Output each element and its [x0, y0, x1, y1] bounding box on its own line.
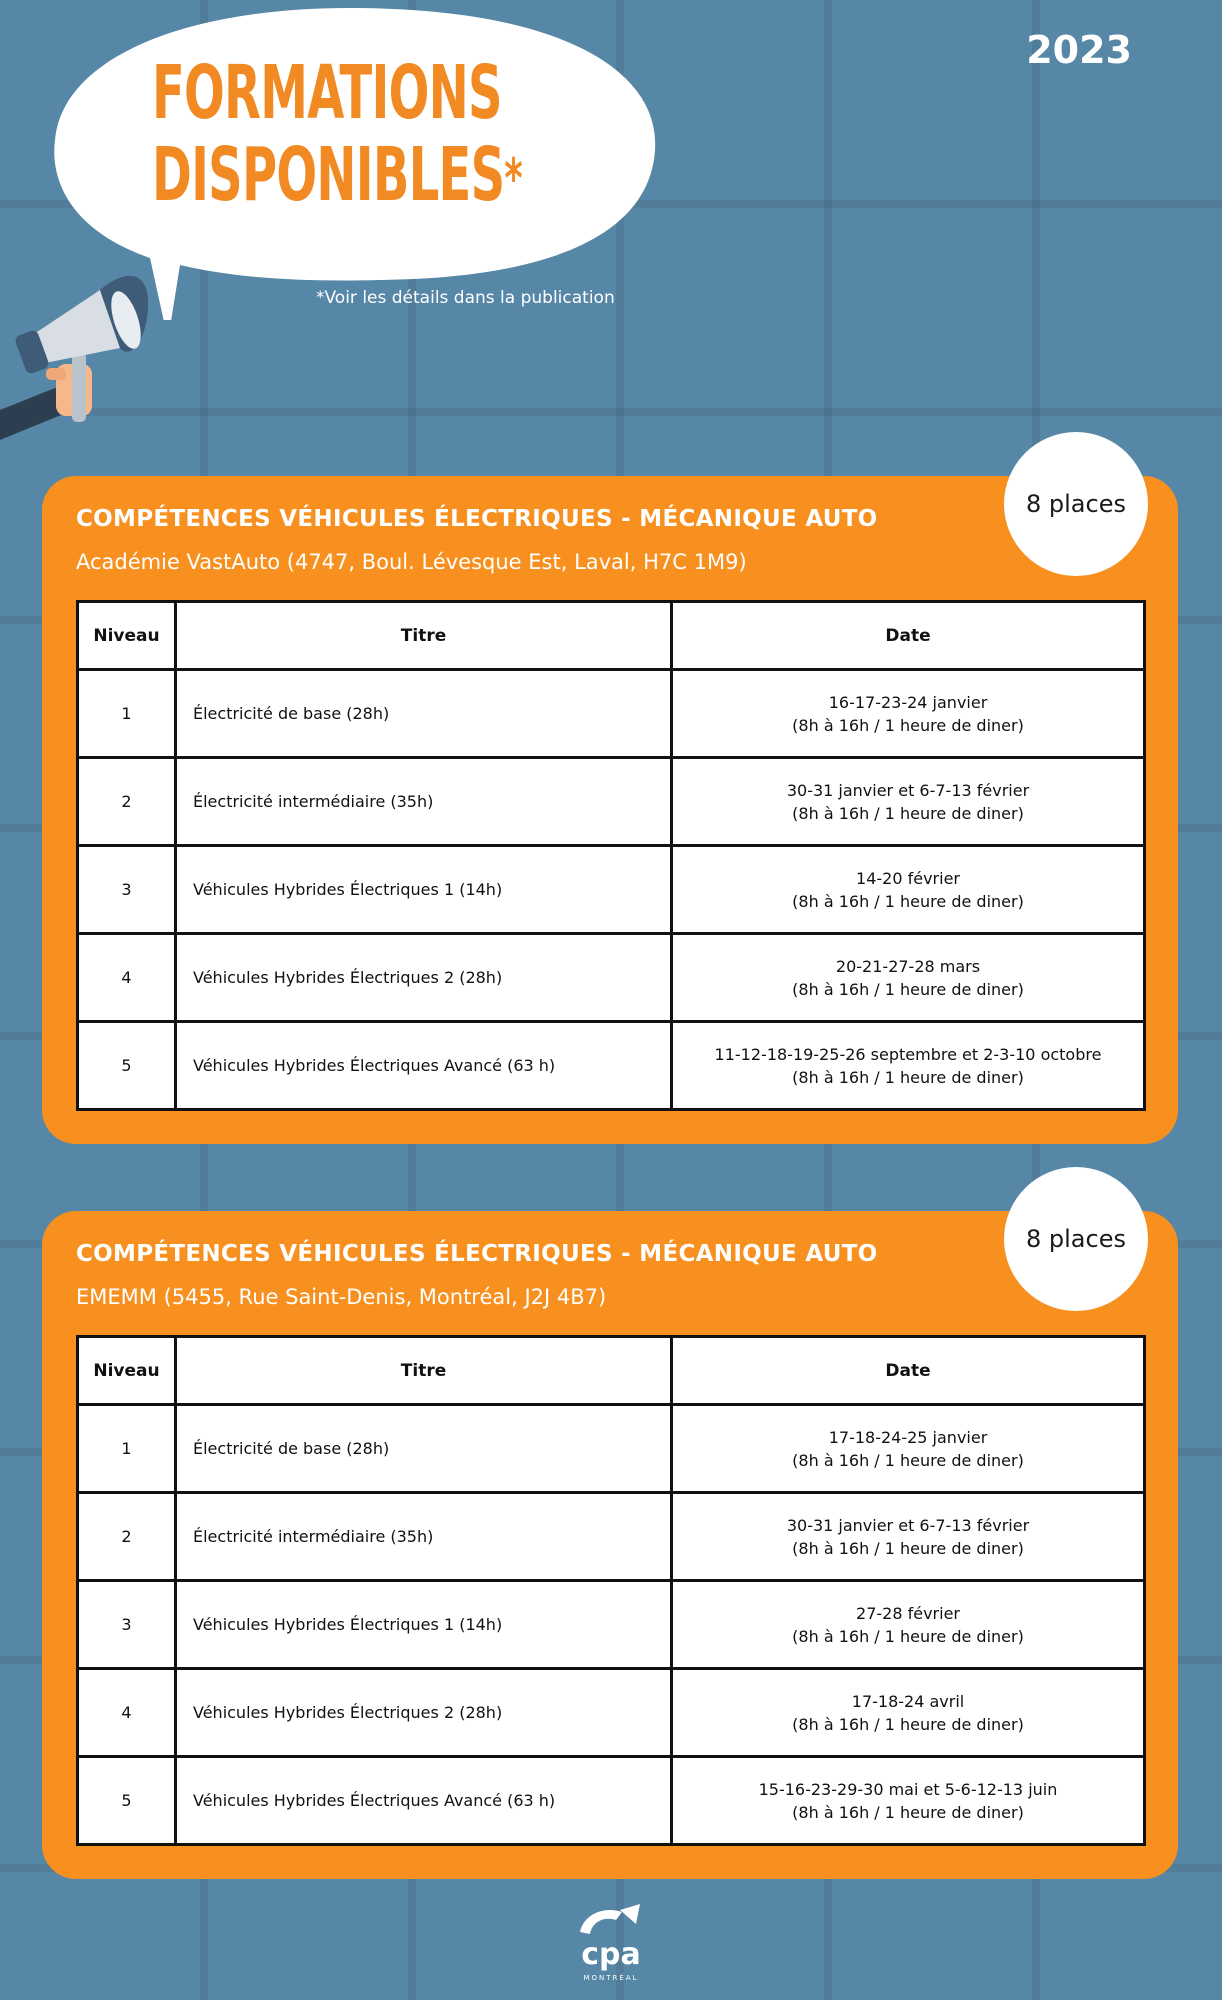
- table-row: [78, 1669, 1145, 1757]
- logo-text: cpa: [581, 1937, 641, 1972]
- table-row: [78, 670, 1145, 758]
- headline-asterisk: *: [504, 147, 522, 210]
- cell-niveau: 5: [78, 1022, 176, 1110]
- cell-date-days: 20-21-27-28 mars: [835, 956, 981, 976]
- header-titre: Titre: [176, 1337, 672, 1405]
- header-date: Date: [672, 602, 1145, 670]
- schedule-table: [76, 600, 1146, 1111]
- table-row: [78, 1757, 1145, 1845]
- cell-date: [672, 846, 1145, 934]
- logo-subtext: MONTRÉAL: [583, 1974, 639, 1982]
- cell-date: [672, 1669, 1145, 1757]
- cell-date: [672, 1493, 1145, 1581]
- header-niveau: Niveau: [78, 1337, 176, 1405]
- cell-date-hours: (8h à 16h / 1 heure de diner): [792, 979, 1024, 999]
- table-row: [78, 846, 1145, 934]
- header-niveau: Niveau: [78, 602, 176, 670]
- cell-date-days: 30-31 janvier et 6-7-13 février: [786, 1515, 1030, 1535]
- cell-date-hours: (8h à 16h / 1 heure de diner): [792, 1626, 1024, 1646]
- cell-date: [672, 1581, 1145, 1669]
- cell-date-days: 14-20 février: [856, 868, 960, 888]
- megaphone-icon: [0, 260, 170, 450]
- headline-line-1: FORMATIONS: [152, 50, 502, 136]
- cell-date: [672, 934, 1145, 1022]
- schedule-table: [76, 1335, 1146, 1846]
- table-row: [78, 1493, 1145, 1581]
- cell-niveau: 5: [78, 1757, 176, 1845]
- places-badge: 8 places: [1004, 432, 1148, 576]
- cell-date-days: 27-28 février: [856, 1603, 960, 1623]
- table-row: [78, 1405, 1145, 1493]
- cell-date: [672, 1022, 1145, 1110]
- cell-date-hours: (8h à 16h / 1 heure de diner): [792, 1714, 1024, 1734]
- headline: [152, 50, 522, 218]
- table-header-row: [78, 602, 1145, 670]
- cell-niveau: 4: [78, 934, 176, 1022]
- cell-niveau: 4: [78, 1669, 176, 1757]
- cell-date-hours: (8h à 16h / 1 heure de diner): [792, 1450, 1024, 1470]
- cell-date-days: 16-17-23-24 janvier: [828, 692, 988, 712]
- cell-titre: Véhicules Hybrides Électriques 1 (14h): [176, 846, 672, 934]
- cell-titre: Électricité de base (28h): [176, 1405, 672, 1493]
- table-row: [78, 934, 1145, 1022]
- cell-date: [672, 1757, 1145, 1845]
- cell-titre: Véhicules Hybrides Électriques 1 (14h): [176, 1581, 672, 1669]
- cell-niveau: 1: [78, 670, 176, 758]
- places-badge: 8 places: [1004, 1167, 1148, 1311]
- card-address: EMEMM (5455, Rue Saint-Denis, Montréal, J2J 4B7): [76, 1285, 607, 1309]
- cell-titre: Électricité intermédiaire (35h): [176, 758, 672, 846]
- card-title: COMPÉTENCES VÉHICULES ÉLECTRIQUES - MÉCANIQUE AUTO: [76, 506, 878, 532]
- header-date: Date: [672, 1337, 1145, 1405]
- cell-date: [672, 1405, 1145, 1493]
- training-card-ememm: [42, 1211, 1178, 1879]
- cell-date: [672, 670, 1145, 758]
- header-titre: Titre: [176, 602, 672, 670]
- cell-titre: Véhicules Hybrides Électriques 2 (28h): [176, 934, 672, 1022]
- table-row: [78, 1022, 1145, 1110]
- cell-date-days: 17-18-24 avril: [851, 1691, 965, 1711]
- table-header-row: [78, 1337, 1145, 1405]
- cell-date-days: 17-18-24-25 janvier: [828, 1427, 988, 1447]
- headline-line-2: DISPONIBLES*: [152, 132, 522, 218]
- cell-date-hours: (8h à 16h / 1 heure de diner): [792, 803, 1024, 823]
- subtitle: *Voir les détails dans la publication: [316, 288, 615, 308]
- card-title: COMPÉTENCES VÉHICULES ÉLECTRIQUES - MÉCANIQUE AUTO: [76, 1241, 878, 1267]
- cell-niveau: 3: [78, 846, 176, 934]
- cell-niveau: 2: [78, 1493, 176, 1581]
- cell-date-days: 15-16-23-29-30 mai et 5-6-12-13 juin: [758, 1779, 1058, 1799]
- year-label: 2023: [1026, 28, 1132, 72]
- cell-date-hours: (8h à 16h / 1 heure de diner): [792, 1067, 1024, 1087]
- cell-niveau: 3: [78, 1581, 176, 1669]
- cpa-montreal-logo: [570, 1902, 652, 1984]
- cell-titre: Électricité intermédiaire (35h): [176, 1493, 672, 1581]
- card-address: Académie VastAuto (4747, Boul. Lévesque Est, Laval, H7C 1M9): [76, 550, 747, 574]
- table-row: [78, 758, 1145, 846]
- cell-date-days: 11-12-18-19-25-26 septembre et 2-3-10 octobre: [714, 1044, 1102, 1064]
- cell-titre: Véhicules Hybrides Électriques 2 (28h): [176, 1669, 672, 1757]
- cell-niveau: 2: [78, 758, 176, 846]
- cell-date: [672, 758, 1145, 846]
- cell-date-hours: (8h à 16h / 1 heure de diner): [792, 715, 1024, 735]
- cell-niveau: 1: [78, 1405, 176, 1493]
- cell-titre: Électricité de base (28h): [176, 670, 672, 758]
- table-row: [78, 1581, 1145, 1669]
- cell-date-hours: (8h à 16h / 1 heure de diner): [792, 1538, 1024, 1558]
- training-card-vastauto: [42, 476, 1178, 1144]
- cell-date-hours: (8h à 16h / 1 heure de diner): [792, 891, 1024, 911]
- cell-titre: Véhicules Hybrides Électriques Avancé (63 h): [176, 1757, 672, 1845]
- cell-titre: Véhicules Hybrides Électriques Avancé (63 h): [176, 1022, 672, 1110]
- cell-date-hours: (8h à 16h / 1 heure de diner): [792, 1802, 1024, 1822]
- cell-date-days: 30-31 janvier et 6-7-13 février: [786, 780, 1030, 800]
